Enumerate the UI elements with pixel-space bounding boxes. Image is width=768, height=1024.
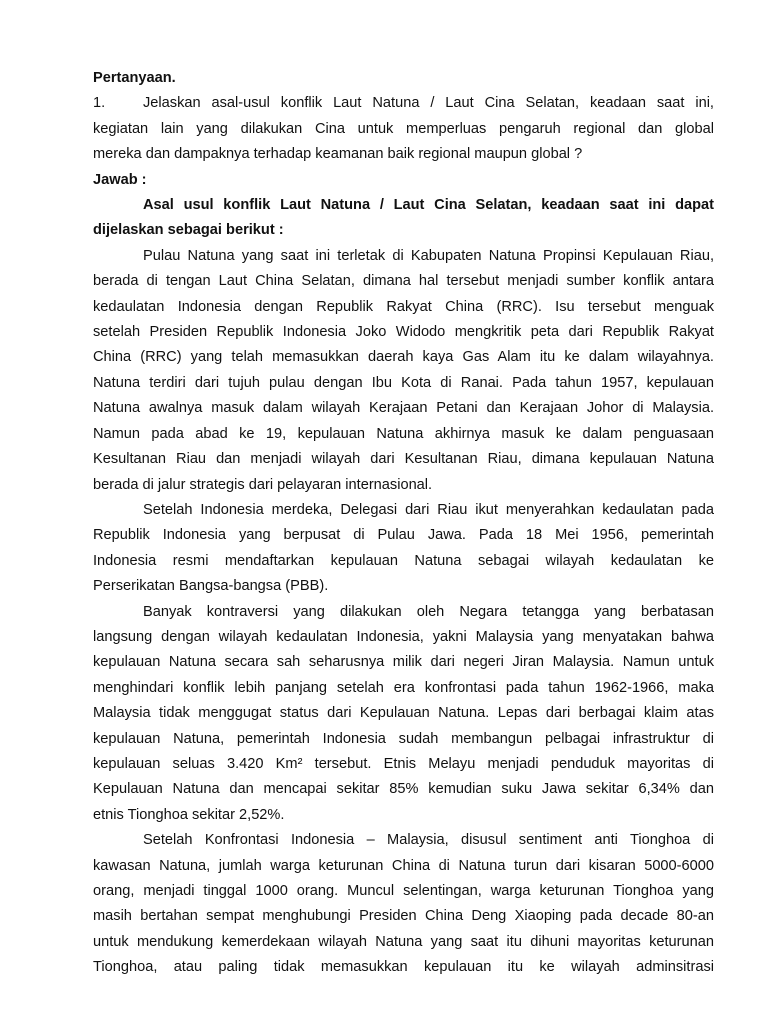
paragraph-3-line: etnis Tionghoa sekitar 2,52%.: [93, 806, 285, 823]
question-line-1: [93, 91, 714, 116]
paragraph-1-line: berada di tengan Laut China Selatan, dimana hal tersebut menjadi sumber konflik antara: [93, 273, 714, 290]
answer-label: Jawab :: [93, 171, 147, 188]
paragraph-4-line: kawasan Natuna, jumlah warga keturunan China di Natuna turun dari kisaran 5000-6000: [93, 857, 714, 874]
paragraph-1-line: Kesultanan Riau dan menjadi wilayah dari Kesultanan Riau, dimana kepulauan Natuna: [93, 451, 714, 468]
paragraph-3-line: Malaysia tidak menggugat status dari Kepulauan Natuna. Lepas dari berbagai klaim atas: [93, 705, 714, 722]
question-line-3: mereka dan dampaknya terhadap keamanan baik regional maupun global ?: [93, 146, 583, 163]
paragraph-2-line: Republik Indonesia yang berpusat di Pulau Jawa. Pada 18 Mei 1956, pemerintah: [93, 527, 714, 544]
paragraph-3-line: kepulauan Natuna secara sah seharusnya milik dari negeri Jiran Malaysia. Namun untuk: [93, 654, 714, 671]
answer-intro-line-2: dijelaskan sebagai berikut :: [93, 222, 284, 239]
document-page: [93, 66, 714, 981]
paragraph-3-line: Kepulauan Natuna dan mencapai sekitar 85% kemudian suku Jawa sekitar 6,34% dan: [93, 781, 714, 798]
paragraph-2-line: Perserikatan Bangsa-bangsa (PBB).: [93, 578, 329, 595]
paragraph-1-line: setelah Presiden Republik Indonesia Joko Widodo mengkritik peta dari Republik Rakyat: [93, 324, 714, 341]
answer-intro-line-1: Asal usul konflik Laut Natuna / Laut Cina Selatan, keadaan saat ini dapat: [143, 197, 714, 214]
paragraph-1-line: Natuna awalnya masuk dalam wilayah Kerajaan Petani dan Kerajaan Johor di Malaysia.: [93, 400, 714, 417]
paragraph-1-line: Pulau Natuna yang saat ini terletak di Kabupaten Natuna Propinsi Kepulauan Riau,: [143, 247, 714, 264]
paragraph-4-line: untuk mendukung kemerdekaan wilayah Natuna yang saat itu dihuni mayoritas keturunan: [93, 933, 714, 950]
question-line-2: kegiatan lain yang dilakukan Cina untuk memperluas pengaruh regional dan global: [93, 120, 714, 137]
paragraph-1-line: Natuna terdiri dari tujuh pulau dengan Ibu Kota di Ranai. Pada tahun 1957, kepulauan: [93, 374, 714, 391]
heading-pertanyaan: Pertanyaan.: [93, 70, 176, 86]
paragraph-1-line: China (RRC) yang telah memasukkan daerah kaya Gas Alam itu ke dalam wilayahnya.: [93, 349, 714, 366]
paragraph-1-line: kedaulatan Indonesia dengan Republik Rakyat China (RRC). Isu tersebut menguak: [93, 298, 714, 315]
paragraph-3-line: kepulauan Natuna, pemerintah Indonesia sudah membangun pelbagai infrastruktur di: [93, 730, 714, 747]
paragraph-1-line: berada di jalur strategis dari pelayaran internasional.: [93, 476, 433, 493]
paragraph-4-line: Setelah Konfrontasi Indonesia – Malaysia, disusul sentiment anti Tionghoa di: [143, 832, 714, 849]
paragraph-2-line: Setelah Indonesia merdeka, Delegasi dari Riau ikut menyerahkan kedaulatan pada: [143, 501, 714, 518]
paragraph-3-line: kepulauan seluas 3.420 Km² tersebut. Etnis Melayu menjadi penduduk mayoritas di: [93, 755, 714, 772]
paragraph-4-line: Tionghoa, atau paling tidak memasukkan kepulauan itu ke wilayah adminsitrasi: [93, 959, 714, 976]
paragraph-1-line: Namun pada abad ke 19, kepulauan Natuna akhirnya masuk ke dalam penguasaan: [93, 425, 714, 442]
paragraph-3-line: langsung dengan wilayah kedaulatan Indonesia, yakni Malaysia yang menyatakan bahwa: [93, 628, 714, 645]
question-number: 1.: [93, 95, 106, 112]
paragraph-3-line: menghindari konflik lebih panjang setelah era konfrontasi pada tahun 1962-1966, maka: [93, 679, 714, 696]
paragraph-4-line: orang, menjadi tinggal 1000 orang. Muncul selentingan, warga keturunan Tionghoa yang: [93, 883, 714, 899]
question-text-1: Jelaskan asal-usul konflik Laut Natuna / Laut Cina Selatan, keadaan saat ini,: [143, 95, 714, 112]
paragraph-2-line: Indonesia resmi mendaftarkan kepulauan Natuna sebagai wilayah kedaulatan ke: [93, 552, 714, 569]
paragraph-3-line: Banyak kontraversi yang dilakukan oleh Negara tetangga yang berbatasan: [143, 603, 714, 620]
paragraph-4-line: masih bertahan sempat menghubungi Presiden China Deng Xiaoping pada decade 80-an: [93, 908, 714, 925]
